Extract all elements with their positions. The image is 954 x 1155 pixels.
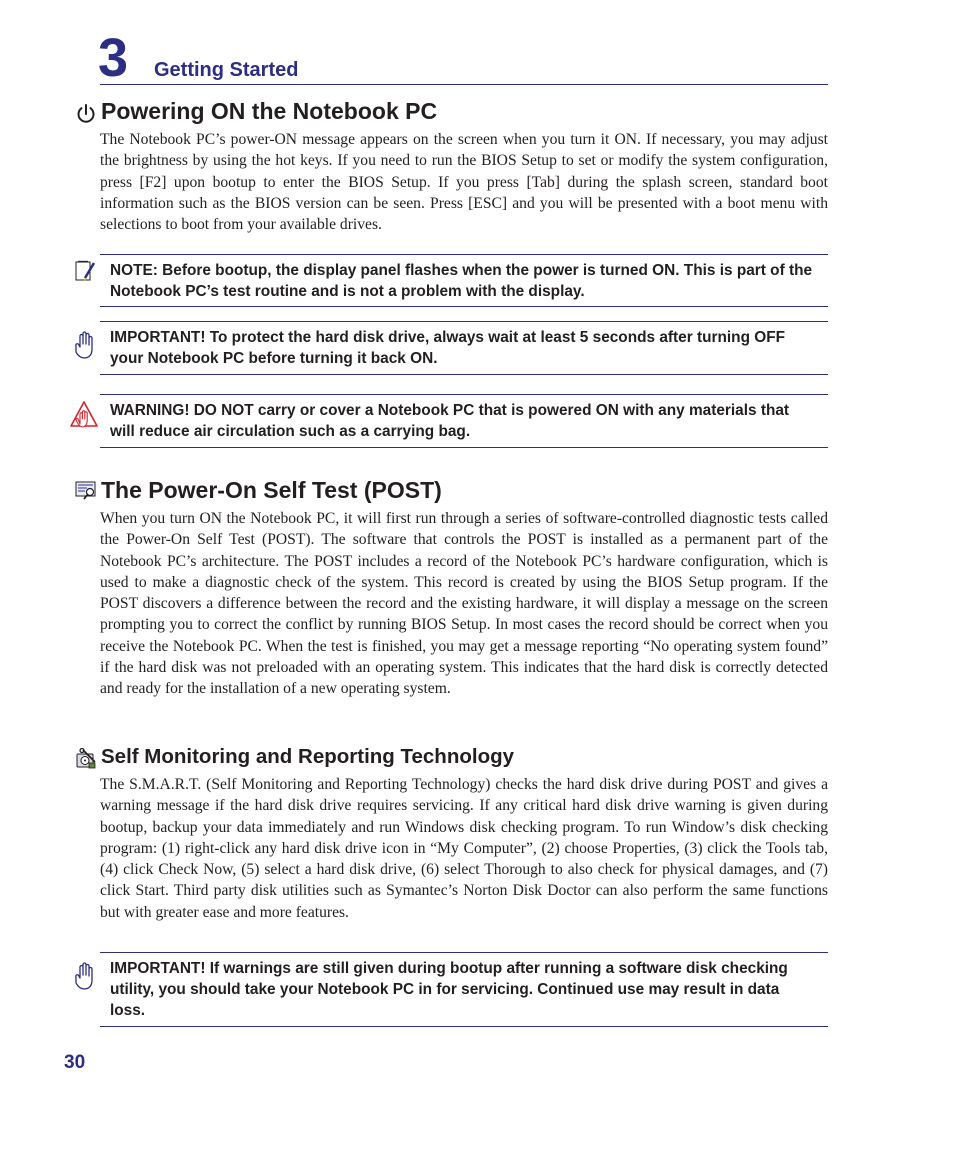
chapter-number: 3 xyxy=(98,28,129,88)
smart-paragraph: The S.M.A.R.T. (Self Monitoring and Reporting Technology) checks the hard disk drive during POST and gives a warning message if the hard disk drive requires servicing. If any critical hard disk drive warning is given during bootup, backup your data immediately and run Windows disk checking program. To run Window’s disk checking program: (1) right-click any hard disk drive icon in “My Computer”, (2) choose Properties, (3) click the Tools tab, (4) click Check Now, (5) select a hard disk drive, (6) select Thorough to also check for physical damages, and (7) click Start. Third party disk utilities such as Symantec’s Norton Disk Doctor can also perform the same functions but with greater ease and more features. xyxy=(100,776,828,921)
hand-icon xyxy=(74,330,96,360)
post-paragraph: When you turn ON the Notebook PC, it will first run through a series of software-controlled diagnostic tests called the Power-On Self Test (POST). The software that controls the POST is installed as a permanent part of the Notebook PC’s architecture. The POST includes a record of the Notebook PC’s hardware configuration, which is used to make a diagnostic check of the system. This record is created by using the BIOS Setup program. If the POST discovers a difference between the record and the existing hardware, it will display a message on the screen prompting you to correct the conflict by running BIOS Setup. In most cases the record should be correct when you receive the Notebook PC. When the test is finished, you may get a message reporting “No operating system found” if the hard disk was not preloaded with an operating system. This indicates that the hard disk is correctly detected and ready for the installation of a new operating system. xyxy=(100,510,828,698)
warning-callout xyxy=(100,394,828,448)
important-text-1: IMPORTANT! To protect the hard disk drive, always wait at least 5 seconds after turning OFF your Notebook PC before turning it back ON. xyxy=(110,329,786,367)
note-pencil-icon xyxy=(74,259,96,283)
section-heading-smart: Self Monitoring and Reporting Technology xyxy=(101,745,515,768)
power-icon xyxy=(75,103,97,125)
disk-tools-icon xyxy=(75,748,97,770)
section-heading-powering-on: Powering ON the Notebook PC xyxy=(101,98,438,124)
hand-icon xyxy=(74,961,96,991)
note-callout xyxy=(100,254,828,307)
warning-text: WARNING! DO NOT carry or cover a Notebook PC that is powered ON with any materials that will reduce air circulation such as a carrying bag. xyxy=(110,402,790,440)
important-callout-2 xyxy=(100,952,828,1027)
warning-hand-icon xyxy=(70,400,98,432)
powering-on-paragraph: The Notebook PC’s power-ON message appears on the screen when you turn it ON. If necessary, you may adjust the brightness by using the hot keys. If you need to run the BIOS Setup to set or modify the system configuration, press [F2] upon bootup to enter the BIOS Setup. If you press [Tab] during the splash screen, standard boot information such as the BIOS version can be seen. Press [ESC] and you will be presented with a boot menu with selections to boot from your available drives. xyxy=(100,131,828,234)
important-text-2: IMPORTANT! If warnings are still given during bootup after running a software disk checking utility, you should take your Notebook PC in for servicing. Continued use may result in data loss. xyxy=(110,960,788,1019)
chapter-title: Getting Started xyxy=(154,59,299,81)
important-callout-1 xyxy=(100,321,828,375)
header-rule xyxy=(100,84,828,85)
screen-magnifier-icon xyxy=(75,481,97,501)
page-number: 30 xyxy=(64,1052,86,1073)
note-text: NOTE: Before bootup, the display panel flashes when the power is turned ON. This is part of the Notebook PC’s test routine and is not a problem with the display. xyxy=(110,262,813,300)
section-heading-post: The Power-On Self Test (POST) xyxy=(101,477,442,503)
